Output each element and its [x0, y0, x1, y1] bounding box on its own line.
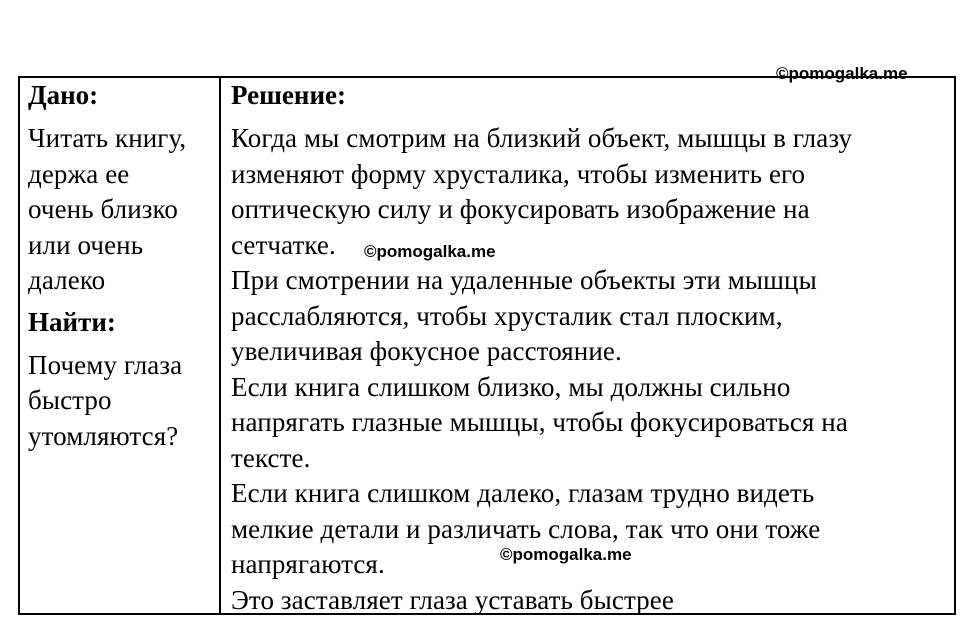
watermark-top: ©pomogalka.me	[776, 64, 908, 83]
column-divider	[219, 76, 221, 615]
solution-line: напрягаются.	[231, 549, 385, 579]
solution-line: Если книга слишком близко, мы должны сильно	[231, 371, 791, 402]
solution-line: сетчатке.	[231, 229, 336, 260]
find-line: быстро	[28, 385, 112, 415]
given-line: далеко	[28, 265, 106, 295]
given-column	[28, 78, 216, 460]
find-line: утомляются?	[28, 420, 179, 451]
given-line: очень близко	[28, 194, 178, 224]
solution-line: тексте.	[231, 442, 311, 473]
given-line: или очень	[28, 229, 144, 260]
find-heading: Найти:	[28, 306, 116, 337]
watermark-bottom: ©pomogalka.me	[500, 545, 632, 564]
solution-line: оптическую силу и фокусировать изображение на	[231, 194, 810, 224]
solution-line: увеличивая фокусное расстояние.	[231, 336, 622, 366]
find-line: Почему глаза	[28, 349, 183, 380]
given-line: Читать книгу,	[28, 123, 187, 153]
solution-line: изменяют форму хрусталика, чтобы изменить его	[231, 158, 806, 189]
solution-line: расслабляются, чтобы хрусталик стал плоским,	[231, 300, 783, 331]
solution-line: При смотрении на удаленные объекты эти мышцы	[231, 265, 817, 295]
solution-heading: Решение:	[231, 80, 346, 110]
given-heading: Дано:	[28, 80, 99, 110]
solution-line: Когда мы смотрим на близкий объект, мышцы в глазу	[231, 123, 853, 153]
solution-line: Это заставляет глаза уставать быстрее	[231, 584, 674, 615]
solution-line: Если книга слишком далеко, глазам трудно видеть	[231, 478, 815, 508]
solution-line: мелкие детали и различать слова, так что они тоже	[231, 513, 821, 544]
find-text	[28, 348, 216, 455]
solution-column	[231, 78, 951, 618]
solution-text	[231, 121, 951, 618]
given-text	[28, 121, 216, 299]
given-line: держа ее	[28, 158, 130, 189]
watermark-middle: ©pomogalka.me	[364, 242, 496, 261]
solution-line: напрягать глазные мышцы, чтобы фокусироваться на	[231, 407, 848, 437]
